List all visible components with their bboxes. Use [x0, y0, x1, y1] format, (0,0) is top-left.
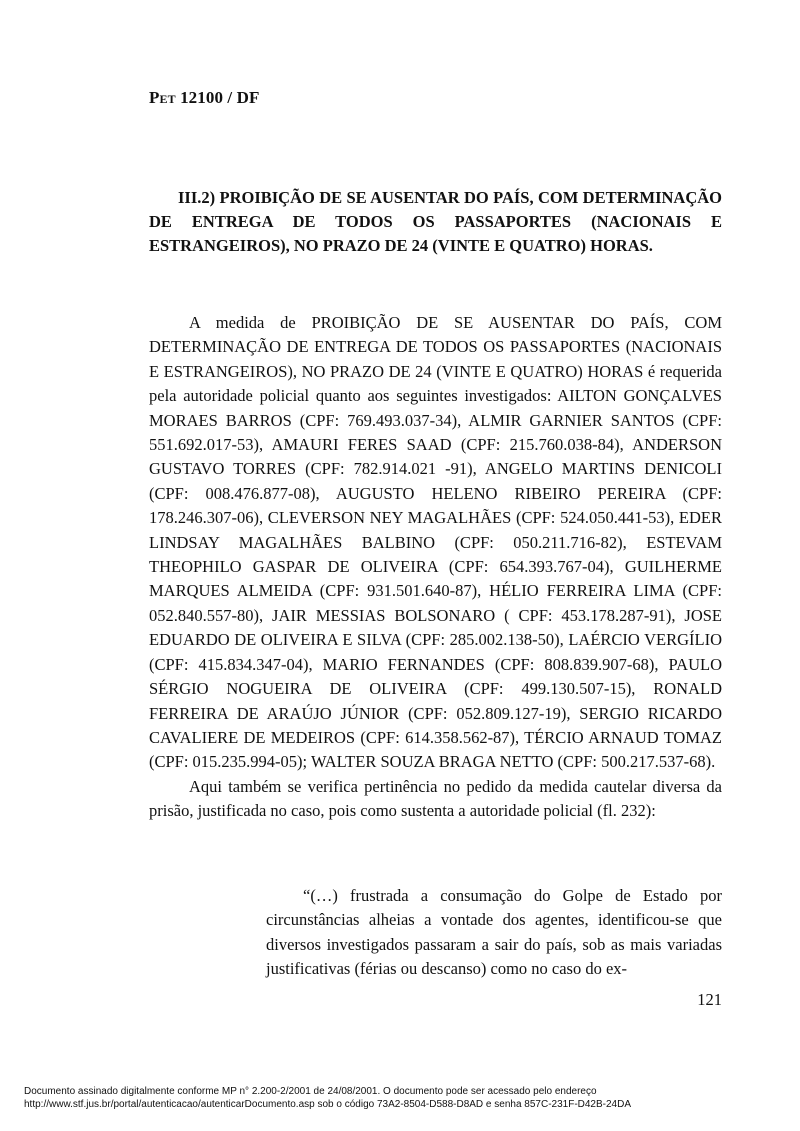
footer-line-signature: Documento assinado digitalmente conforme MP n° 2.200-2/2001 de 24/08/2001. O documento pode ser acessado pelo endereço: [24, 1086, 597, 1097]
page-number: 121: [697, 990, 722, 1009]
case-header-prefix: Pet: [149, 88, 176, 107]
signature-footer: [24, 1085, 784, 1111]
case-reference: 12100 / DF: [180, 88, 260, 107]
body-paragraph-justification: Aqui também se verifica pertinência no pedido da medida cautelar diversa da prisão, justificada no caso, pois como sustenta a autoridade policial (fl. 232):: [149, 776, 722, 821]
block-quote: “(…) frustrada a consumação do Golpe de Estado por circunstâncias alheias a vontade dos agentes, identificou-se que diversos investigados passaram a sair do país, sob as mais variadas justificativas (férias ou descanso) como no caso do ex-: [266, 886, 722, 979]
body-paragraph-investigated-list: A medida de PROIBIÇÃO DE SE AUSENTAR DO PAÍS, COM DETERMINAÇÃO DE ENTREGA DE TODOS OS PASSAPORTES (NACIONAIS E ESTRANGEIROS), NO PRAZO DE 24 (VINTE E QUATRO) HORAS é requerida pela autoridade policial quanto aos seguintes investigados: AILTON GONÇALVES MORAES BARROS (CPF: 769.493.037-34), ALMIR GARNIER SANTOS (CPF: 551.692.017-53), AMAURI FERES SAAD (CPF: 215.760.038-84), ANDERSON GUSTAVO TORRES (CPF: 782.914.021 -91), ANGELO MARTINS DENICOLI (CPF: 008.476.877-08), AUGUSTO HELENO RIBEIRO PEREIRA (CPF: 178.246.307-06), CLEVERSON NEY MAGALHÃES (CPF: 524.050.441-53), EDER LINDSAY MAGALHÃES BALBINO (CPF: 050.211.716-82), ESTEVAM THEOPHILO GASPAR DE OLIVEIRA (CPF: 654.393.767-04), GUILHERME MARQUES ALMEIDA (CPF: 931.501.640-87), HÉLIO FERREIRA LIMA (CPF: 052.840.557-80), JAIR MESSIAS BOLSONARO ( CPF: 453.178.287-91), JOSE EDUARDO DE OLIVEIRA E SILVA (CPF: 285.002.138-50), LAÉRCIO VERGÍLIO (CPF: 415.834.347-04), MARIO FERNANDES (CPF: 808.839.907-68), PAULO SÉRGIO NOGUEIRA DE OLIVEIRA (CPF: 499.130.507-15), RONALD FERREIRA DE ARAÚJO JÚNIOR (CPF: 052.809.127-19), SERGIO RICARDO CAVALIERE DE MEDEIROS (CPF: 614.358.562-87), TÉRCIO ARNAUD TOMAZ (CPF: 015.235.994-05); WALTER SOUZA BRAGA NETTO (CPF: 500.217.537-68).: [149, 313, 722, 772]
document-body: [149, 311, 722, 824]
footer-line-verification: http://www.stf.jus.br/portal/autenticacao/autenticarDocumento.asp sob o código 73A2-8504-D588-D8AD e senha 857C-231F-D42B-24DA: [24, 1099, 632, 1110]
section-heading: III.2) PROIBIÇÃO DE SE AUSENTAR DO PAÍS, COM DETERMINAÇÃO DE ENTREGA DE TODOS OS PASSAPORTES (NACIONAIS E ESTRANGEIROS), NO PRAZO DE 24 (VINTE E QUATRO) HORAS.: [149, 188, 722, 255]
case-header: [149, 88, 259, 108]
